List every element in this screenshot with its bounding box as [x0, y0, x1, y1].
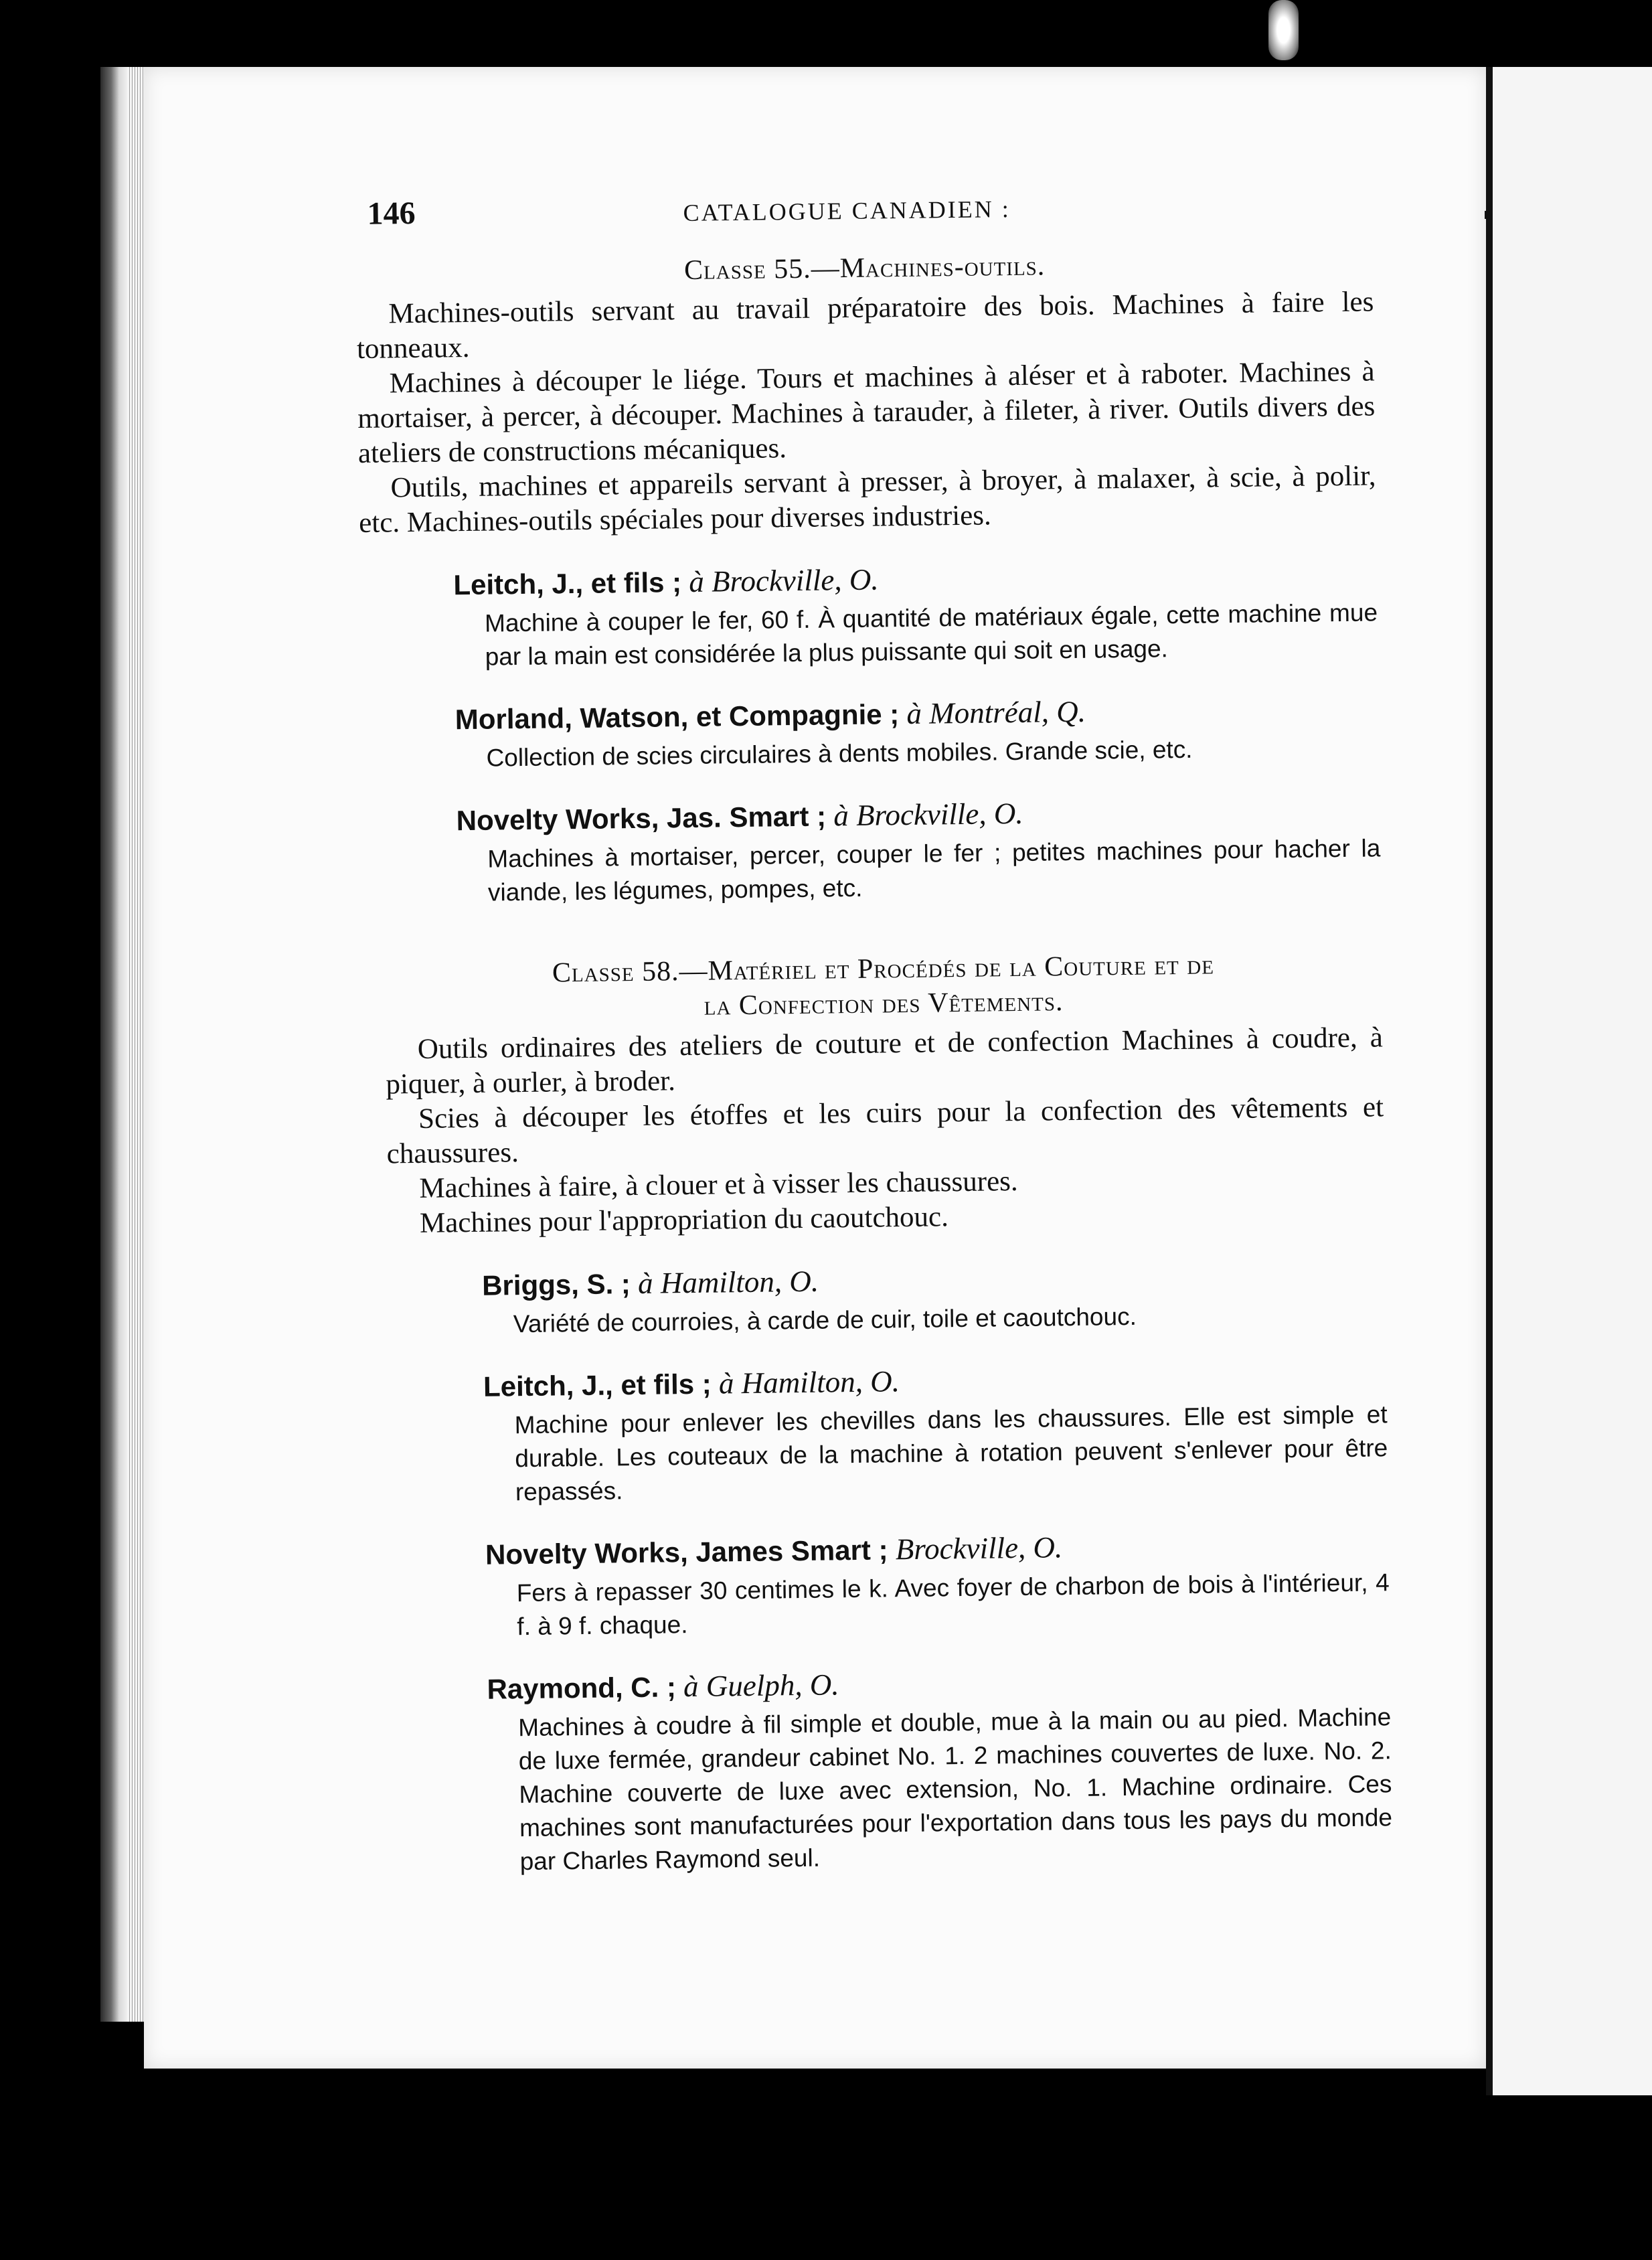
class-58-heading-line: Classe 58.—Matériel et Procédés de la Couture et de: [552, 949, 1215, 989]
exhibitor-name: Novelty Works, Jas. Smart ;: [456, 800, 827, 837]
exhibitor-place: à Hamilton, O.: [718, 1364, 900, 1400]
class-55-heading: [355, 244, 1374, 292]
exhibitor-description: Machine pour enlever les chevilles dans les chaussures. Elle est simple et durable. Les couteaux de la machine à rotation peuvent s'enlever pour être repassés.: [514, 1400, 1388, 1506]
exhibitor-place: à Brockville, O.: [689, 562, 879, 598]
exhibitor-description: Fers à repasser 30 centimes le k. Avec foyer de charbon de bois à l'intérieur, 4 f. à 9 f. chaque.: [516, 1568, 1390, 1641]
class-58-paragraph: Machines pour l'appropriation du caoutchouc.: [419, 1201, 949, 1239]
facing-page-edge: [1493, 67, 1652, 2095]
class-58-paragraph: Outils ordinaires des ateliers de couture et de confection Machines à coudre, à piquer, à ourler, à broder.: [386, 1022, 1384, 1101]
running-title: CATALOGUE CANADIEN :: [683, 195, 1011, 227]
class-55-heading-text: Classe 55.—Machines-outils.: [683, 250, 1046, 286]
exhibitor-name: Leitch, J., et fils ;: [483, 1368, 712, 1402]
exhibitor-place: à Hamilton, O.: [637, 1264, 819, 1300]
exhibitor-name: Morland, Watson, et Compagnie ;: [455, 698, 900, 736]
light-flare: [1268, 0, 1299, 60]
exhibitor-place: à Brockville, O.: [833, 796, 1023, 833]
exhibitor-description: Machines à coudre à fil simple et double, mue à la main ou au pied. Machine de luxe fermée, grandeur cabinet No. 1. 2 machines couvertes de luxe. No. 2. Machine couverte de luxe avec extension, No. 1. Machine ordinaire. Ces machines sont manufacturées pour l'exportation dans tous les pays du monde par Charles Raymond seul.: [517, 1703, 1393, 1876]
exhibitor-description: Variété de courroies, à carde de cuir, toile et caoutchouc.: [513, 1302, 1137, 1338]
exhibitor-entry: [455, 690, 1380, 738]
class-58-paragraph: Scies à découper les étoffes et les cuirs pour la confection des vêtements et chaussures.: [386, 1091, 1384, 1170]
exhibitor-entry: [487, 1660, 1391, 1707]
class-55-paragraph: Machines à découper le liége. Tours et machines à aléser et à raboter. Machines à mortaiser, à percer, à découper. Machines à tarauder, à fileter, à river. Outils divers des ateliers de constructions mécaniques.: [357, 355, 1376, 469]
exhibitor-description: Collection de scies circulaires à dents mobiles. Grande scie, etc.: [486, 735, 1193, 772]
exhibitor-description: Machines à mortaiser, percer, couper le fer ; petites machines pour hacher la viande, les légumes, pompes, etc.: [487, 834, 1381, 906]
class-58-heading: [384, 945, 1382, 1027]
gutter: [1486, 67, 1493, 2095]
exhibitor-name: Raymond, C. ;: [487, 1671, 677, 1705]
exhibitor-entry: [456, 791, 1380, 839]
exhibitor-entry: [453, 555, 1378, 603]
class-55-paragraph: Machines-outils servant au travail préparatoire des bois. Machines à faire les tonneaux.: [356, 286, 1374, 365]
exhibitor-name: Briggs, S. ;: [481, 1268, 631, 1301]
exhibitor-name: Novelty Works, James Smart ;: [485, 1534, 888, 1570]
exhibitor-place: à Montréal, Q.: [906, 694, 1086, 730]
exhibitor-entry: [482, 1256, 1386, 1303]
class-55-paragraph: Outils, machines et appareils servant à presser, à broyer, à malaxer, à scie, à polir, etc. Machines-outils spéciales pour diverses industries.: [358, 460, 1376, 539]
exhibitor-name: Leitch, J., et fils ;: [453, 566, 682, 601]
exhibitor-entry: [485, 1525, 1390, 1572]
exhibitor-entry: [483, 1357, 1388, 1404]
exhibitor-description: Machine à couper le fer, 60 f. À quantité de matériaux égale, cette machine mue par la main est considérée la plus puissante qui soit en usage.: [484, 598, 1378, 671]
exhibitor-place: à Guelph, O.: [683, 1668, 839, 1704]
exhibitor-place: Brockville, O.: [895, 1530, 1063, 1566]
page-content: [355, 168, 1393, 1880]
class-58-section: [384, 945, 1393, 1880]
page-number: 146: [367, 195, 416, 232]
book-spine: [100, 67, 127, 2022]
class-58-heading-line: la Confection des Vêtements.: [704, 986, 1064, 1022]
class-58-paragraph: Machines à faire, à clouer et à visser les chaussures.: [419, 1165, 1018, 1204]
